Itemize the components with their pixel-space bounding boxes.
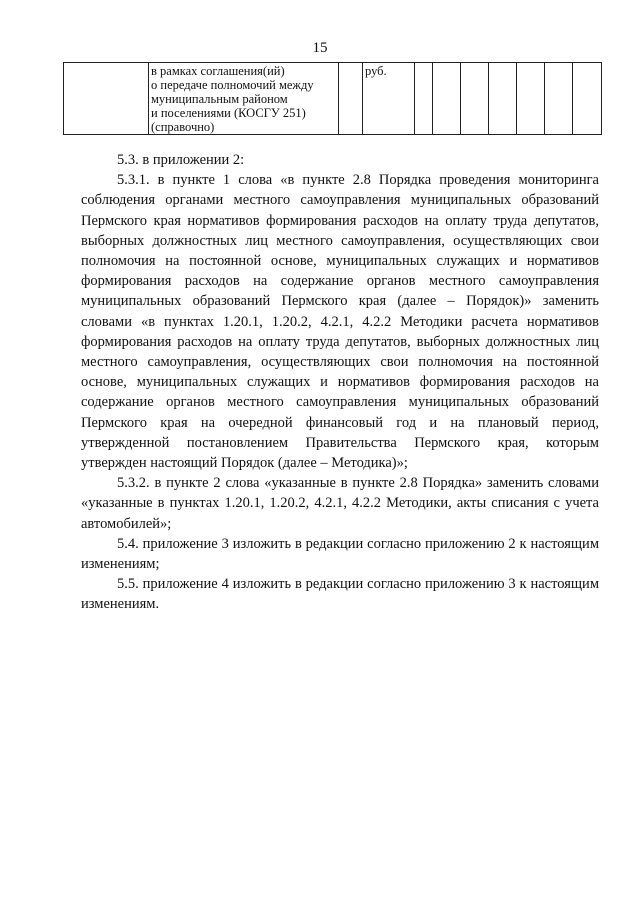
table-cell-empty	[339, 63, 363, 135]
table-cell-empty	[64, 63, 149, 135]
table-cell-description	[149, 63, 339, 135]
description-line: и поселениями (КОСГУ 251)	[151, 106, 306, 120]
table-cell-empty	[433, 63, 461, 135]
description-line: муниципальным районом	[151, 92, 288, 106]
table-cell-empty	[461, 63, 489, 135]
paragraph-5-3: 5.3. в приложении 2:	[117, 152, 245, 168]
description-line: в рамках соглашения(ий)	[151, 64, 285, 78]
paragraph-5-3-1: 5.3.1. в пункте 1 слова «в пункте 2.8 Порядка проведения мониторинга соблюдения органами местного самоуправления муниципальных образований Пермского края нормативов формирования расходов на оплату труда депутатов, выборных должностных лиц местного самоуправления, осуществляющих свои полномочия на постоянной основе, муниципальных служащих и нормативов формирования расходов на содержание органов местного самоуправления муниципальных образований Пермского края (далее – Порядок)» заменить словами «в пунктах 1.20.1, 1.20.2, 4.2.1, 4.2.2 Методики расчета нормативов формирования расходов на оплату труда депутатов, выборных должностных лиц местного самоуправления, осуществляющих свои полномочия на постоянной основе, муниципальных служащих и нормативов формирования расходов на содержание органов местного самоуправления муниципальных образований Пермского края на очередной финансовый год и на плановый период, утвержденной постановлением Правительства Пермского края, которым утвержден настоящий Порядок (далее – Методика)»;	[81, 172, 599, 472]
table-fragment	[63, 62, 602, 135]
table-cell-empty	[489, 63, 517, 135]
description-line: (справочно)	[151, 120, 215, 134]
paragraph-5-4: 5.4. приложение 3 изложить в редакции согласно приложению 2 к настоящим изменениям;	[81, 535, 599, 573]
table-cell-empty	[517, 63, 545, 135]
table-cell-unit: руб.	[363, 63, 415, 135]
table-cell-empty	[573, 63, 602, 135]
description-line: о передаче полномочий между	[151, 78, 314, 92]
table-cell-empty	[415, 63, 433, 135]
table-cell-empty	[545, 63, 573, 135]
paragraph-5-3-2: 5.3.2. в пункте 2 слова «указанные в пункте 2.8 Порядка» заменить словами «указанные в пунктах 1.20.1, 1.20.2, 4.2.1, 4.2.2 Методики, акты списания с учета автомобилей»;	[81, 475, 599, 532]
page-number: 15	[312, 40, 328, 56]
table-row	[64, 63, 602, 135]
body-text	[81, 150, 599, 615]
paragraph-5-5: 5.5. приложение 4 изложить в редакции согласно приложению 3 к настоящим изменениям.	[81, 576, 599, 613]
